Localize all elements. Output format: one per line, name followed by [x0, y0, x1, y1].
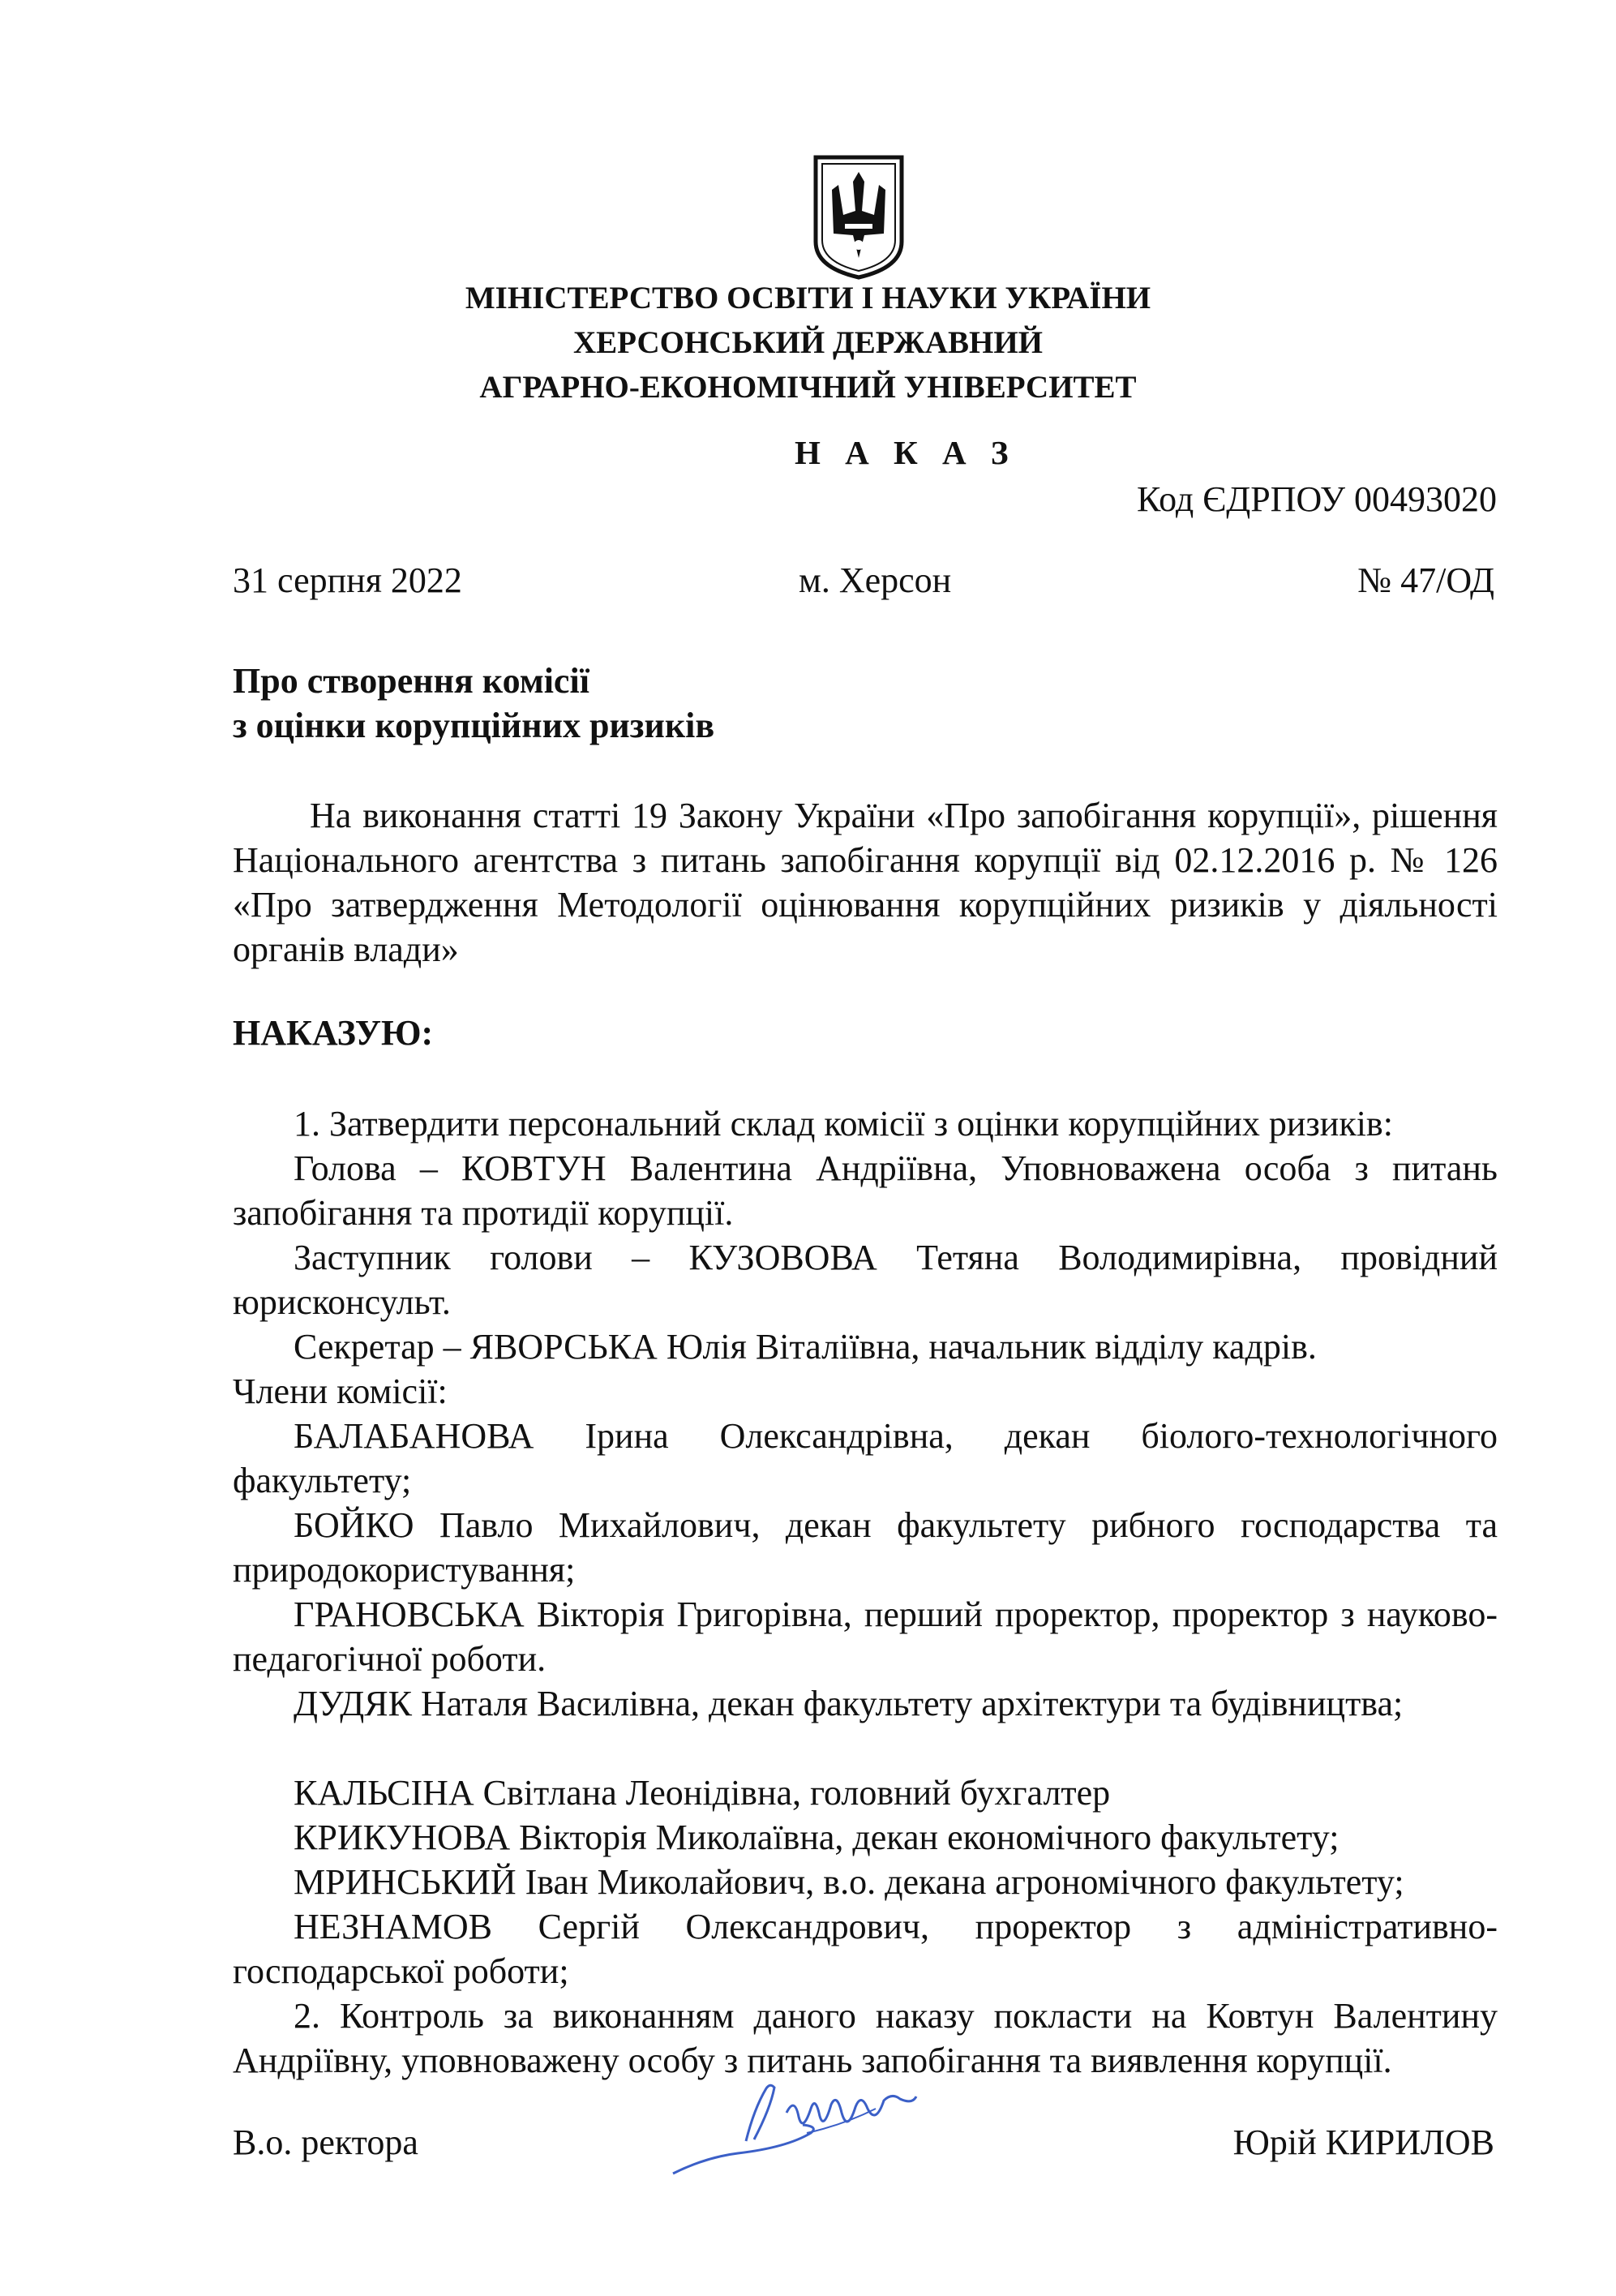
trident-coat-of-arms-icon: [811, 154, 907, 280]
subject-line-1: Про створення комісії: [233, 661, 589, 701]
handwritten-signature-icon: [657, 2076, 932, 2182]
order-word: НАКАЗУЮ:: [233, 1013, 434, 1053]
member-item: БОЙКО Павло Михайлович, декан факультету рибного господарства та природокористування;: [233, 1505, 1498, 1590]
order-date: 31 серпня 2022: [233, 560, 462, 600]
document-title: Н А К А З: [795, 434, 1017, 471]
subject-line-2: з оцінки корупційних ризиків: [233, 706, 715, 745]
signatory-name: Юрій КИРИЛОВ: [1232, 2122, 1494, 2162]
item-1: 1. Затвердити персональний склад комісії з оцінки корупційних ризиків:: [294, 1104, 1393, 1144]
member-item: МРИНСЬКИЙ Іван Миколайович, в.о. декана агрономічного факультету;: [294, 1862, 1404, 1902]
edrpou-code: Код ЄДРПОУ 00493020: [1136, 479, 1497, 519]
item-2: 2. Контроль за виконанням даного наказу покласти на Ковтун Валентину Андріївну, уповноважену особу з питань запобігання та виявлення корупції.: [233, 1996, 1498, 2080]
ministry-header: [0, 276, 1616, 410]
commission-deputy: Заступник голови – КУЗОВОВА Тетяна Володимирівна, провідний юрисконсульт.: [233, 1238, 1498, 1322]
order-number: № 47/ОД: [1357, 560, 1494, 600]
member-item: БАЛАБАНОВА Ірина Олександрівна, декан біолого-технологічного факультету;: [233, 1416, 1498, 1500]
member-item: ГРАНОВСЬКА Вікторія Григорівна, перший проректор, проректор з науково-педагогічної роботи.: [233, 1594, 1498, 1679]
member-item: НЕЗНАМОВ Сергій Олександрович, проректор з адміністративно-господарської роботи;: [233, 1907, 1498, 1991]
header-line-2: ХЕРСОНСЬКИЙ ДЕРЖАВНИЙ: [572, 325, 1043, 360]
preamble: На виконання статті 19 Закону України «Про запобігання корупції», рішення Національного агентства з питань запобігання корупції від 02.12.2016 р. № 126 «Про затвердження Методології оцінювання корупційних ризиків у діяльності органів влади»: [233, 796, 1498, 969]
member-item: КРИКУНОВА Вікторія Миколаївна, декан економічного факультету;: [294, 1817, 1340, 1857]
header-line-1: МІНІСТЕРСТВО ОСВІТИ І НАУКИ УКРАЇНИ: [465, 281, 1151, 315]
member-item: ДУДЯК Наталя Василівна, декан факультету архітектури та будівництва;: [294, 1684, 1404, 1723]
commission-secretary: Секретар – ЯВОРСЬКА Юлія Віталіївна, начальник відділу кадрів.: [294, 1327, 1317, 1367]
order-city: м. Херсон: [799, 560, 952, 600]
header-line-3: АГРАРНО-ЕКОНОМІЧНИЙ УНІВЕРСИТЕТ: [479, 370, 1137, 405]
member-item: КАЛЬСІНА Світлана Леонідівна, головний бухгалтер: [294, 1773, 1111, 1813]
commission-head: Голова – КОВТУН Валентина Андріївна, Уповноважена особа з питань запобігання та протидії корупції.: [233, 1148, 1498, 1233]
members-label: Члени комісії:: [233, 1371, 448, 1411]
signatory-position: В.о. ректора: [233, 2122, 418, 2162]
